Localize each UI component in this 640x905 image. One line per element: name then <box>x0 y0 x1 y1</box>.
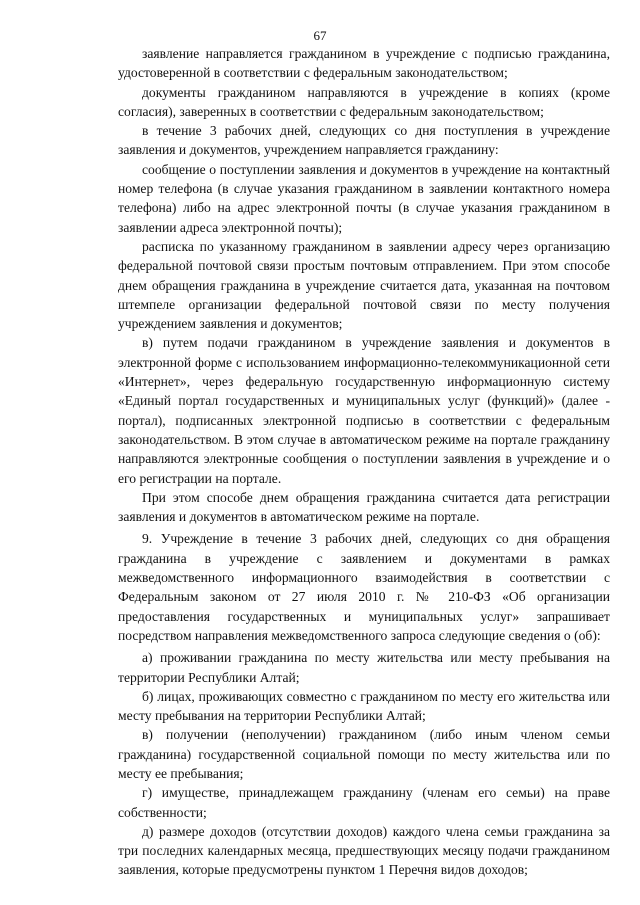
paragraph-document-copies: документы гражданином направляются в учреждение в копиях (кроме согласия), заверенных в соответствии с федеральным законодательством; <box>118 84 610 119</box>
paragraph-signature-statement: заявление направляется гражданином в учреждение с подписью гражданина, удостоверенной в соответствии с федеральным законодательством; <box>118 46 610 81</box>
paragraph-postal-receipt: расписка по указанному гражданином в заявлении адресу через организацию федеральной почтовой связи простым почтовым отправлением. При этом способе днем обращения гражданина в учреждение считается дата, указанная на почтовом штемпеле организации федеральной почтовой связи по месту получения учреждением заявления и документов; <box>118 238 610 332</box>
paragraph-item-g-property: г) имуществе, принадлежащем гражданину (членам его семьи) на праве собственности; <box>118 785 610 820</box>
paragraph-three-days-notice: в течение 3 рабочих дней, следующих со дня поступления в учреждение заявления и документов, учреждением направляется гражданину: <box>118 123 610 158</box>
page-number: 67 <box>313 28 327 43</box>
paragraph-item-9-interagency-request: 9. Учреждение в течение 3 рабочих дней, следующих со дня обращения гражданина в учреждение с заявлением и документами в рамках межведомственного информационного взаимодействия в соответствии с Федеральным законом от 27 июля 2010 г. № 210-ФЗ «Об организации предоставления государственных и муниципальных услуг» запрашивает посредством направления межведомственного запроса следующие сведения о (об): <box>118 531 610 643</box>
paragraph-item-a-residence: а) проживании гражданина по месту жительства или месту пребывания на территории Республики Алтай; <box>118 650 610 685</box>
document-body <box>118 44 610 880</box>
paragraph-item-v-social-assistance: в) получении (неполучении) гражданином (либо иным членом семьи гражданина) государственной социальной помощи по месту жительства или по месту ее пребывания; <box>118 727 610 781</box>
paragraph-electronic-submission: в) путем подачи гражданином в учреждение заявления и документов в электронной форме с использованием информационно-телекоммуникационной сети «Интернет», через федеральную государственную информационную систему «Единый портал государственных и муниципальных услуг (функций)» (далее - портал), подписанных электронной подписью в соответствии с федеральным законодательством. В этом случае в автоматическом режиме на портале гражданину направляются электронные сообщения о поступлении заявления в учреждение и о его регистрации на портале. <box>118 335 610 486</box>
paragraph-item-b-cohabitants: б) лицах, проживающих совместно с гражданином по месту его жительства или месту пребывания на территории Республики Алтай; <box>118 688 610 724</box>
paragraph-item-d-income: д) размере доходов (отсутствии доходов) каждого члена семьи гражданина за три последних календарных месяца, предшествующих месяцу подачи гражданином заявления, которые предусмотрены пунктом 1 Перечня видов доходов; <box>118 823 610 878</box>
paragraph-receipt-message: сообщение о поступлении заявления и документов в учреждение на контактный номер телефона (в случае указания гражданином в заявлении контактного номера телефона) либо на адрес электронной почты (в случае указания гражданином в заявлении адреса электронной почты); <box>118 161 610 235</box>
paragraph-registration-date: При этом способе днем обращения гражданина считается дата регистрации заявления и документов в автоматическом режиме на портале. <box>118 489 610 525</box>
